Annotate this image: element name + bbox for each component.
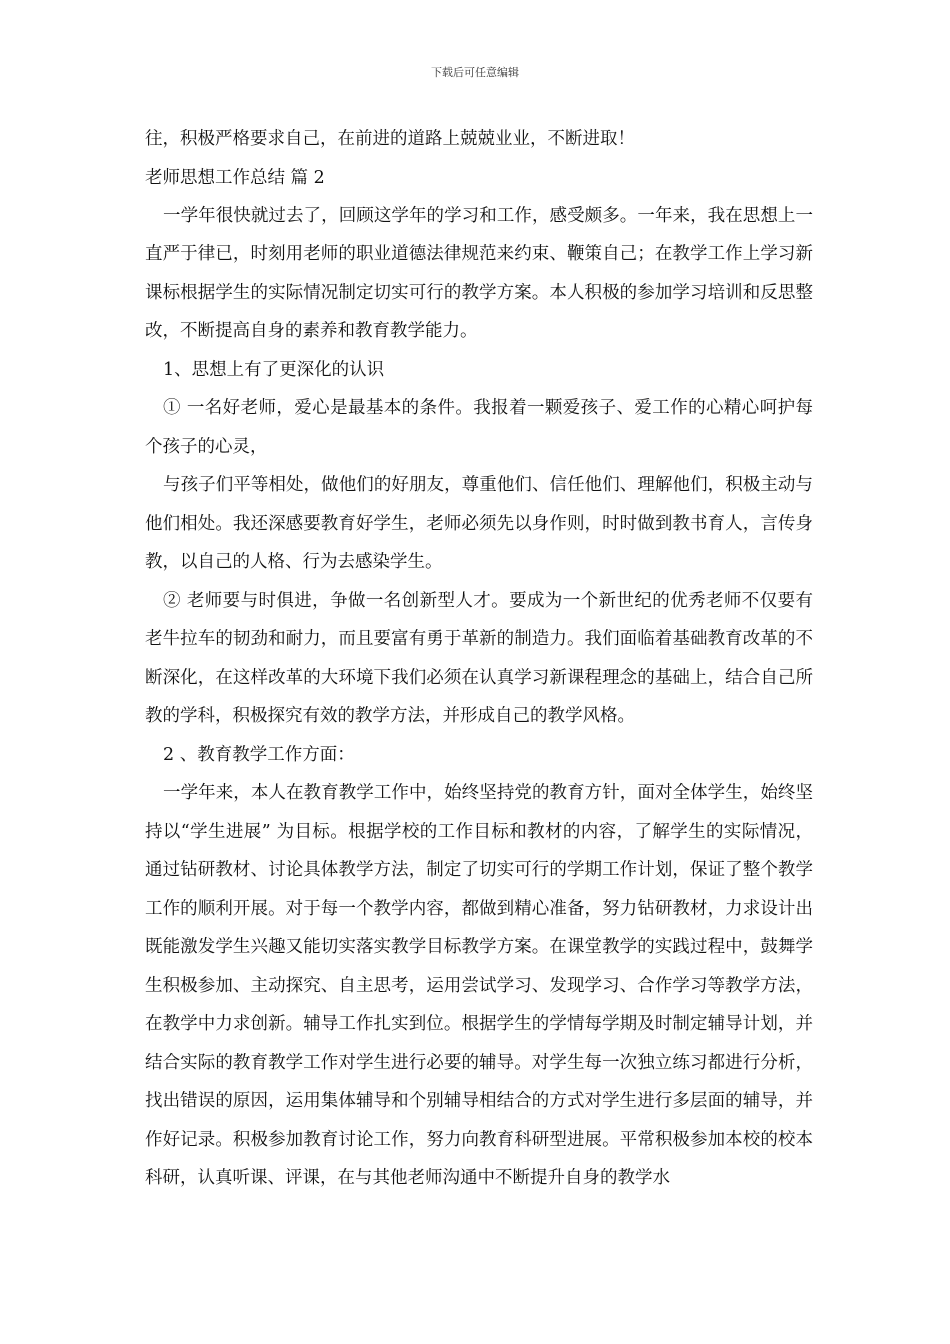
paragraph: 一学年很快就过去了，回顾这学年的学习和工作，感受颇多。一年来，我在思想上一直严于律已，时刻用老师的职业道德法律规范来约束、鞭策自己；在教学工作上学习新课标根据学生的实际情况制定切实可行的教学方案。本人积极的参加学习培训和反思整改，不断提高自身的素养和教育教学能力。 [145,205,813,341]
paragraph: 往，积极严格要求自己，在前进的道路上兢兢业业，不断进取！ [145,129,635,149]
paragraph: ② 老师要与时俱进，争做一名创新型人才。要成为一个新世纪的优秀老师不仅要有老牛拉车的韧劲和耐力，而且要富有勇于革新的制造力。我们面临着基础教育改革的不断深化，在这样改革的大环境下我们必须在认真学习新课程理念的基础上，结合自己所教的学科，积极探究有效的教学方法，并形成自己的教学风格。 [145,590,813,726]
paragraph: 一学年来，本人在教育教学工作中，始终坚持党的教育方针，面对全体学生，始终坚持以“学生进展” 为目标。根据学校的工作目标和教材的内容，了解学生的实际情况，通过钻研教材、讨论具体教学方法，制定了切实可行的学期工作计划，保证了整个教学工作的顺利开展。对于每一个教学内容，都做到精心准备，努力钻研教材，力求设计出既能激发学生兴趣又能切实落实教学目标教学方案。在课堂教学的实践过程中，鼓舞学生积极参加、主动探究、自主思考，运用尝试学习、发现学习、合作学习等教学方法，在教学中力求创新。辅导工作扎实到位。根据学生的学情每学期及时制定辅导计划，并结合实际的教育教学工作对学生进行必要的辅导。对学生每一次独立练习都进行分析，找出错误的原因，运用集体辅导和个别辅导相结合的方式对学生进行多层面的辅导，并作好记录。积极参加教育讨论工作，努力向教育科研型进展。平常积极参加本校的校本科研，认真听课、评课，在与其他老师沟通中不断提升自身的教学水 [145,783,813,1188]
page-header: 下载后可任意编辑 [431,66,519,79]
subheading: 2 、教育教学工作方面： [163,744,355,765]
paragraph: ① 一名好老师，爱心是最基本的条件。我报着一颗爱孩子、爱工作的心精心呵护每个孩子的心灵， [145,398,813,457]
document-body [145,120,813,1198]
subheading: 1、思想上有了更深化的认识 [163,359,385,380]
paragraph: 与孩子们平等相处，做他们的好朋友，尊重他们、信任他们、理解他们，积极主动与他们相处。我还深感要教育好学生，老师必须先以身作则，时时做到教书育人，言传身教，以自己的人格、行为去感染学生。 [145,475,813,572]
section-title: 老师思想工作总结 篇 2 [145,167,325,188]
